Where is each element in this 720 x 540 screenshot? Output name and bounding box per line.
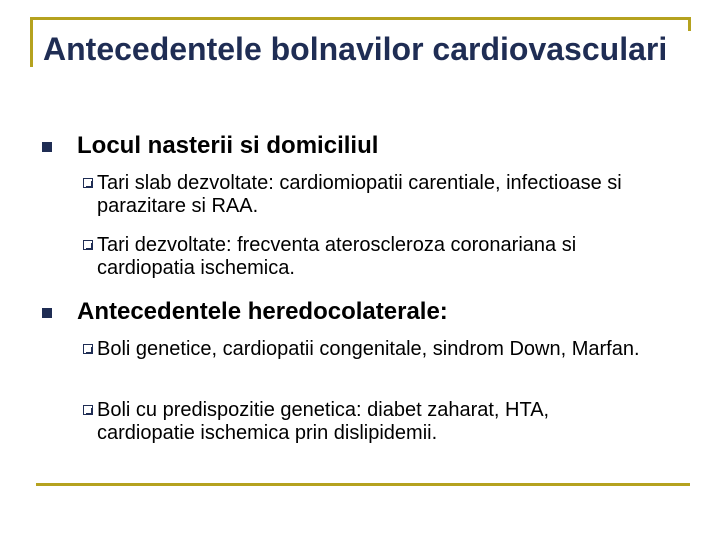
slide-title: Antecedentele bolnavilor cardiovasculari [43, 31, 668, 67]
list-item-text: Boli cu predispozitie genetica: diabet zaharat, HTA, cardiopatie ischemica prin dislipidemii. [97, 399, 550, 444]
hollow-square-bullet-icon [83, 178, 93, 188]
square-bullet-icon [42, 308, 52, 318]
section-heading-text: Locul nasterii si domiciliul [77, 132, 379, 159]
frame-left-border [30, 17, 33, 67]
frame-right-border [688, 17, 691, 31]
section-heading-text: Antecedentele heredocolaterale: [77, 298, 448, 325]
hollow-square-bullet-icon [83, 240, 93, 250]
list-item-text: Tari slab dezvoltate: cardiomiopatii carentiale, infectioase si parazitare si RAA. [97, 172, 622, 217]
frame-top-border [30, 17, 691, 20]
square-bullet-icon [42, 142, 52, 152]
hollow-square-bullet-icon [83, 405, 93, 415]
list-item-text: Tari dezvoltate: frecventa ateroscleroza coronariana si cardiopatia ischemica. [97, 234, 577, 279]
frame-bottom-border [36, 483, 690, 486]
list-item-text: Boli genetice, cardiopatii congenitale, sindrom Down, Marfan. [97, 338, 640, 360]
hollow-square-bullet-icon [83, 344, 93, 354]
